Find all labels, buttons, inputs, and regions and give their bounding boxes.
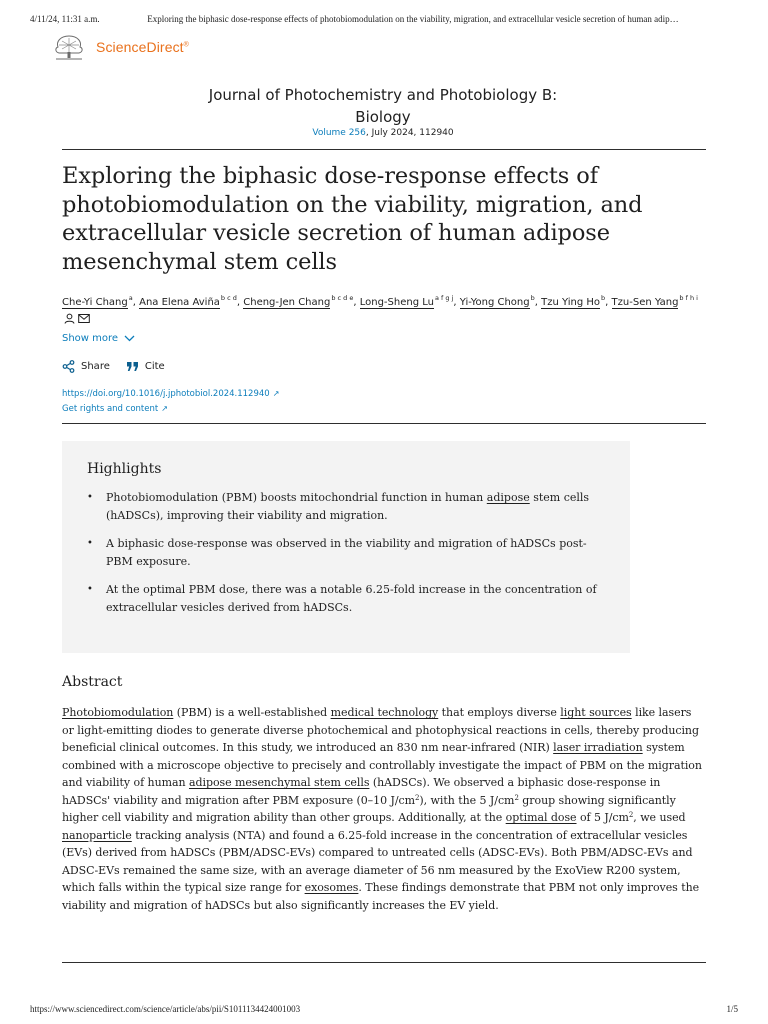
print-title: Exploring the biphasic dose-response effects of photobiomodulation on the viability, migration, and extracellular vesicle secretion of human adip… bbox=[147, 14, 679, 24]
topic-link[interactable]: medical technology bbox=[330, 706, 439, 719]
highlight-item: • At the optimal PBM dose, there was a notable 6.25-fold increase in the concentration of extracellular vesicles derived from hADSCs. bbox=[87, 581, 606, 616]
brand-name: ScienceDirect® bbox=[96, 39, 189, 55]
highlights-box bbox=[62, 441, 630, 653]
divider bbox=[62, 962, 706, 963]
author[interactable]: Tzu-Sen Yang$^{b f h i}$ bbox=[611, 294, 698, 308]
article-title: Exploring the biphasic dose-response effects of photobiomodulation on the viability, migration, and extracellular vesicle secretion of human adipose mesenchymal stem cells bbox=[62, 163, 643, 275]
divider bbox=[62, 149, 706, 150]
author[interactable]: Ana Elena Aviña$^{b c d}$ bbox=[139, 294, 237, 308]
print-footer bbox=[30, 1004, 738, 1014]
topic-link[interactable]: laser irradiation bbox=[553, 741, 643, 754]
elsevier-tree-logo bbox=[50, 33, 88, 61]
print-header bbox=[30, 14, 738, 24]
chevron-down-icon bbox=[124, 335, 135, 342]
share-icon bbox=[62, 360, 75, 373]
highlights-list bbox=[87, 489, 606, 616]
topic-link[interactable]: optimal dose bbox=[505, 811, 577, 824]
person-icon[interactable] bbox=[64, 313, 75, 324]
topic-link[interactable]: exosomes bbox=[304, 881, 359, 894]
divider bbox=[62, 423, 706, 424]
topic-link[interactable]: adipose mesenchymal stem cells bbox=[188, 776, 370, 789]
author[interactable]: Cheng-Jen Chang$^{b c d e}$ bbox=[243, 294, 354, 308]
topic-link[interactable]: adipose bbox=[486, 491, 530, 504]
quote-icon bbox=[126, 361, 139, 372]
page-number: 1/5 bbox=[726, 1004, 738, 1014]
volume-link[interactable]: Volume 256 bbox=[312, 128, 366, 138]
journal-title-line1: Journal of Photochemistry and Photobiology B: bbox=[208, 86, 558, 104]
external-link-icon: ↗ bbox=[272, 389, 280, 398]
print-date: 4/11/24, 11:31 a.m. bbox=[30, 14, 100, 24]
volume-info: Volume 256, July 2024, 112940 bbox=[312, 128, 454, 138]
highlights-title: Highlights bbox=[87, 461, 162, 477]
print-url: https://www.sciencedirect.com/science/article/abs/pii/S1011134424001003 bbox=[30, 1004, 301, 1014]
envelope-icon[interactable] bbox=[78, 313, 90, 324]
abstract-title: Abstract bbox=[62, 674, 123, 690]
abstract-text: Photobiomodulation (PBM) is a well-established medical technology that employs diverse light sources like lasers or light-emitting diodes to generate diverse photochemical and photophysical reactions in cells, thereby producing beneficial clinical outcomes. In this study, we introduced an 830 nm near-infrared (NIR) laser irradiation system combined with a microscope objective to precisely and controllably investigate the impact of PBM on the migration and viability of human adipose mesenchymal stem cells (hADSCs). We observed a biphasic dose-response in hADSCs' viability and migration after PBM exposure (0–10 $J/cm^2$), with the 5 $J/cm^2$ group showing significantly higher cell viability and migration ability than other groups. Additionally, at the optimal dose of 5 $J/cm^2$, we used nanoparticle tracking analysis (NTA) and found a 6.25-fold increase in the concentration of extracellular vesicles (EVs) derived from hADSCs (PBM/ADSC-EVs) compared to untreated cells (ADSC-EVs). Both PBM/ADSC-EVs and ADSC-EVs remained the same size, with an average diameter of 56 nm measured by the ExoView R200 system, which falls within the typical size range for exosomes. These findings demonstrate that PBM not only improves the viability and migration of hADSCs but also significantly increases the EV yield. bbox=[62, 706, 702, 912]
share-button[interactable]: Share bbox=[62, 360, 110, 373]
topic-link[interactable]: nanoparticle bbox=[62, 828, 132, 842]
rights-link[interactable]: Get rights and content ↗ bbox=[62, 404, 168, 414]
journal-title[interactable] bbox=[60, 84, 706, 128]
author[interactable]: Long-Sheng $Lu^{a f g j}$ bbox=[359, 294, 454, 308]
cite-button[interactable]: Cite bbox=[126, 360, 165, 373]
journal-title-line2: Biology bbox=[355, 108, 411, 126]
author[interactable]: Yi-Yong Chong$^b$ bbox=[459, 294, 535, 308]
author[interactable]: Che-Yi Chang$^a$ bbox=[62, 294, 133, 308]
topic-link[interactable]: light sources bbox=[560, 706, 632, 719]
highlight-item: • A biphasic dose-response was observed in the viability and migration of hADSCs post-PBM exposure. bbox=[87, 535, 606, 570]
article-actions bbox=[62, 360, 165, 373]
doi-link[interactable]: https://doi.org/10.1016/j.jphotobiol.2024.112940 ↗ bbox=[62, 389, 280, 399]
external-link-icon: ↗ bbox=[161, 404, 168, 413]
show-more-button[interactable]: Show more bbox=[62, 333, 135, 344]
sciencedirect-logo[interactable] bbox=[50, 33, 189, 61]
topic-link[interactable]: Photobiomodulation bbox=[62, 706, 174, 719]
author-list: Che-Yi Chang$^a$, Ana Elena Aviña$^{b c d}$, Cheng-Jen Chang$^{b c d e}$, Long-Sheng $Lu^{a f g j}$, Yi-Yong Chong$^b$, Tzu Ying Ho$^b$, Tzu-Sen Yang$^{b f h i}$ bbox=[62, 290, 712, 328]
author[interactable]: Tzu Ying Ho$^b$ bbox=[541, 294, 606, 308]
highlight-item: • Photobiomodulation (PBM) boosts mitochondrial function in human adipose stem cells (hADSCs), improving their viability and migration. bbox=[87, 489, 606, 524]
